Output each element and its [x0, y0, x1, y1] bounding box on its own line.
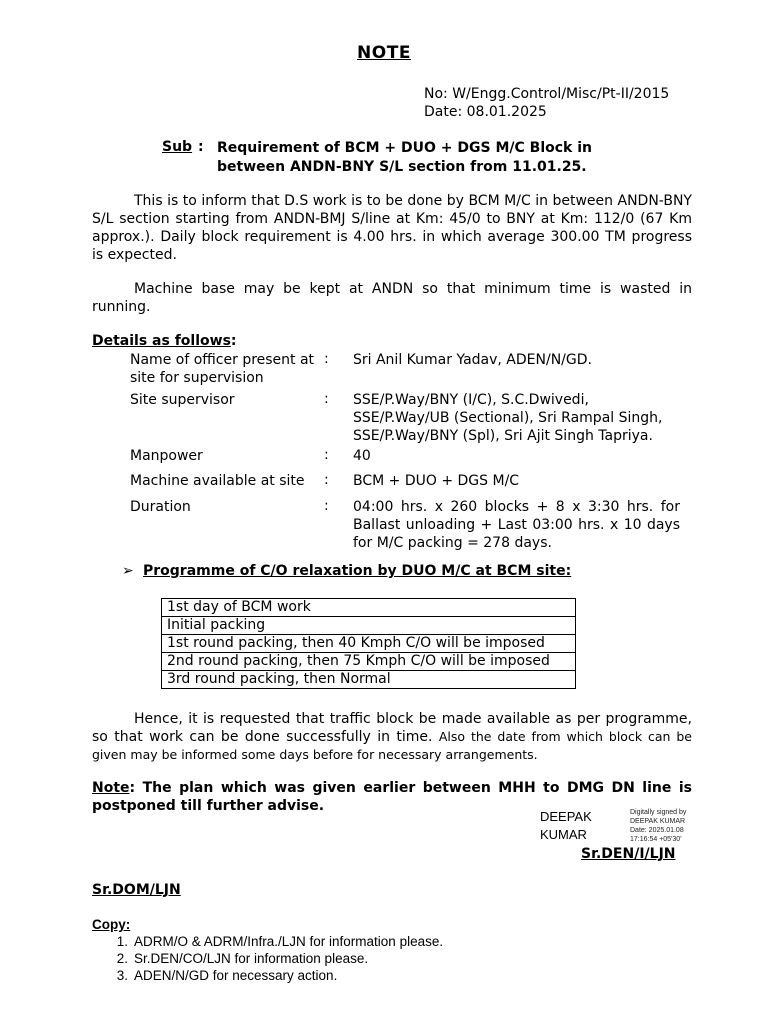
detail-label-supervisor: Site supervisor — [130, 392, 235, 408]
detail-label-machine: Machine available at site — [130, 473, 305, 489]
detail-colon-supervisor: : — [324, 391, 329, 407]
request-paragraph — [92, 710, 692, 764]
subject-label: Sub — [162, 139, 193, 155]
details-heading — [92, 333, 237, 349]
detail-value-duration: 04:00 hrs. x 260 blocks + 8 x 3:30 hrs. for Ballast unloading + Last 03:00 hrs. x 10 days for M/C packing = 278 days. — [353, 499, 680, 551]
list-item-text: ADRM/O & ADRM/Infra./LJN for information please. — [134, 934, 444, 949]
list-item-number: 2. — [116, 951, 128, 966]
details-heading-colon: : — [230, 333, 237, 349]
list-item — [92, 933, 443, 950]
table-row — [162, 671, 576, 689]
table-row — [162, 599, 576, 617]
details-heading-text: Details as follows — [92, 333, 231, 349]
detail-colon-manpower: : — [324, 447, 329, 463]
digital-signature-name — [540, 808, 592, 844]
machine-base-text: Machine base may be kept at ANDN so that minimum time is wasted in running. — [92, 281, 692, 315]
table-row — [162, 617, 576, 635]
detail-label-manpower: Manpower — [130, 448, 203, 464]
list-item — [92, 967, 443, 984]
machine-base-paragraph — [92, 280, 692, 316]
detail-label-officer: Name of officer present at site for supervision — [130, 352, 315, 386]
list-item-number: 3. — [116, 968, 128, 983]
list-item-text: ADEN/N/GD for necessary action. — [134, 968, 338, 983]
subject-colon: : — [198, 139, 204, 155]
note-paragraph — [92, 779, 692, 815]
request-text-additional: Also the date from which block can be given may be informed some days before for necessary arrangements. — [92, 729, 692, 762]
signature-signed-by: Digitally signed by DEEPAK KUMAR — [630, 809, 687, 825]
table-cell: 3rd round packing, then Normal — [162, 671, 576, 689]
copy-heading: Copy: — [92, 917, 131, 932]
digital-signature-details — [630, 808, 710, 844]
table-row — [162, 635, 576, 653]
signature-name-line-2: KUMAR — [540, 827, 587, 842]
programme-table — [161, 598, 576, 689]
document-date: Date: 08.01.2025 — [424, 104, 547, 120]
detail-colon-machine: : — [324, 472, 329, 488]
copy-list — [92, 933, 443, 984]
reference-number: No: W/Engg.Control/Misc/Pt-II/2015 — [424, 86, 670, 102]
list-item — [92, 950, 443, 967]
table-cell: 1st day of BCM work — [162, 599, 576, 617]
detail-value-supervisor: SSE/P.Way/BNY (I/C), S.C.Dwivedi, SSE/P.Way/UB (Sectional), Sri Rampal Singh, SSE/P.Way/BNY (Spl), Sri Ajit Singh Tapriya. — [353, 392, 663, 444]
table-cell: Initial packing — [162, 617, 576, 635]
detail-value-officer: Sri Anil Kumar Yadav, ADEN/N/GD. — [353, 352, 592, 368]
arrow-bullet-icon: ➢ — [122, 563, 134, 579]
request-text-main: Hence, it is requested that traffic block be made available as per programme, so that work can be done successfully in time. — [92, 711, 692, 745]
intro-paragraph — [92, 192, 692, 264]
list-item-number: 1. — [116, 934, 128, 949]
document-title: NOTE — [357, 43, 411, 63]
detail-value-machine: BCM + DUO + DGS M/C — [353, 473, 520, 489]
subject-line-1: Requirement of BCM + DUO + DGS M/C Block in — [217, 140, 592, 156]
signature-name-line-1: DEEPAK — [540, 809, 592, 824]
subject-text — [217, 139, 677, 177]
note-text: : The plan which was given earlier between MHH to DMG DN line is postponed till further advise. — [92, 780, 692, 814]
signatory-designation: Sr.DEN/I/LJN — [581, 846, 676, 862]
detail-colon-duration: : — [324, 498, 329, 514]
note-label: Note — [92, 780, 130, 796]
table-row — [162, 653, 576, 671]
intro-paragraph-text: This is to inform that D.S work is to be done by BCM M/C in between ANDN-BNY S/L section starting from ANDN-BMJ S/line at Km: 45/0 to BNY at Km: 112/0 (67 Km approx.). Daily block requirement is 4.00 hrs. in which average 300.00 TM progress is expected. — [92, 193, 692, 263]
detail-value-manpower: 40 — [353, 448, 371, 464]
signature-date: Date: 2025.01.08 17:16:54 +05'30' — [630, 827, 684, 843]
table-cell: 1st round packing, then 40 Kmph C/O will be imposed — [162, 635, 576, 653]
table-cell: 2nd round packing, then 75 Kmph C/O will be imposed — [162, 653, 576, 671]
detail-colon-officer: : — [324, 351, 329, 367]
subject-line-2: between ANDN-BNY S/L section from 11.01.25. — [217, 159, 587, 175]
programme-heading-text: Programme of C/O relaxation by DUO M/C at BCM site: — [143, 563, 572, 579]
detail-label-duration: Duration — [130, 499, 191, 515]
addressee: Sr.DOM/LJN — [92, 882, 181, 898]
list-item-text: Sr.DEN/CO/LJN for information please. — [134, 951, 369, 966]
programme-heading — [122, 563, 571, 579]
